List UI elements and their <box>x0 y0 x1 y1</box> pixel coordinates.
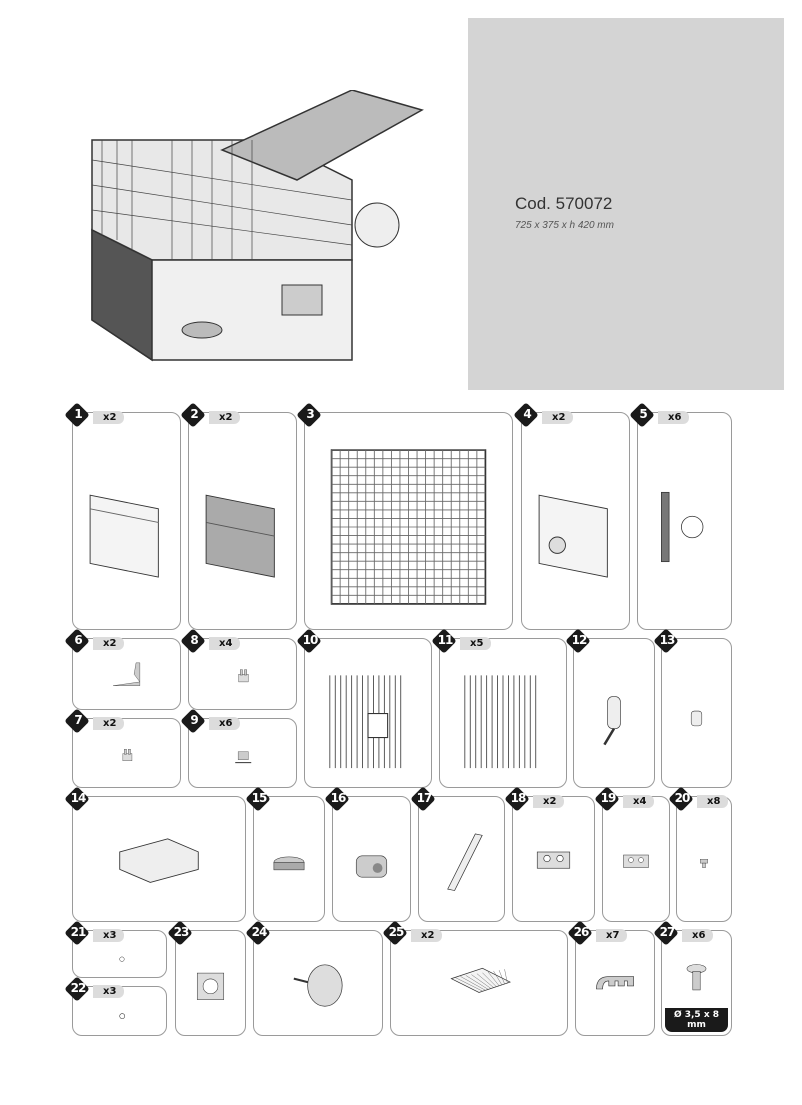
part-quantity: x2 <box>93 637 124 650</box>
part-quantity: x3 <box>93 929 124 942</box>
part-16-illustration <box>341 817 402 913</box>
product-dimensions: 725 x 375 x h 420 mm <box>515 220 614 231</box>
part-quantity: x6 <box>682 929 713 942</box>
part-number: 13 <box>659 633 675 647</box>
part-number: 15 <box>251 791 267 805</box>
part-number-badge <box>182 630 206 654</box>
part-8-illustration <box>197 659 288 701</box>
part-number: 11 <box>437 633 453 647</box>
part-quantity: x8 <box>697 795 728 808</box>
part-spec: Ø 3,5 x 8 mm <box>665 1008 728 1032</box>
part-number-badge <box>169 922 193 946</box>
part-10-illustration <box>313 659 423 779</box>
part-card-3 <box>304 407 513 630</box>
part-number-badge <box>655 922 679 946</box>
part-number-badge <box>596 788 620 812</box>
part-number-badge <box>66 630 90 654</box>
part-quantity: x2 <box>411 929 442 942</box>
part-20-illustration <box>685 817 723 913</box>
part-13-illustration <box>670 659 723 779</box>
part-5-illustration <box>646 433 723 621</box>
product-code: Cod. 570072 <box>515 194 613 213</box>
part-number-badge <box>66 404 90 428</box>
part-card-16 <box>330 791 411 922</box>
product-info-box <box>468 18 784 390</box>
part-number-badge <box>655 630 679 654</box>
part-9-illustration <box>197 739 288 779</box>
part-number: 6 <box>74 633 82 647</box>
part-number: 16 <box>330 791 346 805</box>
part-card-17 <box>416 791 505 922</box>
part-card-23 <box>173 925 246 1036</box>
part-14-illustration <box>81 817 237 913</box>
part-19-illustration <box>611 817 661 913</box>
part-number: 17 <box>416 791 432 805</box>
part-number: 19 <box>600 791 616 805</box>
part-number: 20 <box>674 791 690 805</box>
part-7-illustration <box>81 739 172 779</box>
part-card-6 <box>72 633 181 710</box>
part-number: 1 <box>74 407 82 421</box>
part-number-badge <box>515 404 539 428</box>
part-number: 22 <box>70 981 86 995</box>
part-number-badge <box>298 404 322 428</box>
part-number: 7 <box>74 713 82 727</box>
part-card-12 <box>571 633 655 788</box>
part-card-14 <box>70 791 246 922</box>
part-number-badge <box>567 630 591 654</box>
part-card-27 <box>659 925 732 1036</box>
part-card-15 <box>251 791 325 922</box>
part-number: 18 <box>510 791 526 805</box>
part-card-11 <box>437 633 567 788</box>
part-card-5 <box>637 407 732 630</box>
part-quantity: x4 <box>623 795 654 808</box>
part-card-18 <box>510 791 595 922</box>
part-number-badge <box>298 630 322 654</box>
part-25-illustration <box>399 951 559 1027</box>
part-quantity: x6 <box>658 411 689 424</box>
part-quantity: x3 <box>93 985 124 998</box>
part-card-7 <box>72 713 181 788</box>
part-number: 8 <box>190 633 198 647</box>
part-12-illustration <box>582 659 646 779</box>
part-number-badge <box>66 978 90 1002</box>
part-6-illustration <box>81 659 172 701</box>
part-card-25 <box>388 925 568 1036</box>
part-card-2 <box>188 407 297 630</box>
part-card-22 <box>70 981 167 1036</box>
part-number-badge <box>247 788 271 812</box>
part-18-illustration <box>521 817 586 913</box>
part-quantity: x2 <box>93 411 124 424</box>
part-3-illustration <box>313 433 504 621</box>
part-card-10 <box>302 633 432 788</box>
part-quantity: x2 <box>93 717 124 730</box>
part-card-26 <box>573 925 655 1036</box>
part-number-badge <box>326 788 350 812</box>
part-number-badge <box>631 404 655 428</box>
part-card-19 <box>600 791 670 922</box>
part-4-illustration <box>530 433 621 621</box>
part-number: 14 <box>70 791 86 805</box>
part-quantity: x4 <box>209 637 240 650</box>
part-number: 2 <box>190 407 198 421</box>
part-23-illustration <box>184 951 237 1027</box>
part-card-21 <box>70 925 167 978</box>
part-card-20 <box>674 791 732 922</box>
part-number-badge <box>66 788 90 812</box>
part-number-badge <box>384 922 408 946</box>
part-number: 10 <box>302 633 318 647</box>
part-27-illustration <box>670 951 723 1013</box>
part-number: 26 <box>573 925 589 939</box>
part-number: 5 <box>639 407 647 421</box>
part-number-badge <box>247 922 271 946</box>
part-number: 4 <box>523 407 531 421</box>
part-26-illustration <box>584 951 646 1027</box>
part-card-13 <box>659 633 732 788</box>
part-number-badge <box>66 922 90 946</box>
cage-illustration <box>72 90 432 380</box>
part-21-illustration <box>81 951 158 969</box>
part-number-badge <box>569 922 593 946</box>
part-card-8 <box>188 633 297 710</box>
part-1-illustration <box>81 433 172 621</box>
part-number: 24 <box>251 925 267 939</box>
part-number-badge <box>66 710 90 734</box>
part-quantity: x6 <box>209 717 240 730</box>
part-number-badge <box>182 710 206 734</box>
part-number: 3 <box>306 407 314 421</box>
part-number-badge <box>670 788 694 812</box>
part-2-illustration <box>197 433 288 621</box>
part-number: 27 <box>659 925 675 939</box>
part-number: 9 <box>190 713 198 727</box>
part-number-badge <box>506 788 530 812</box>
part-number: 12 <box>571 633 587 647</box>
part-card-1 <box>72 407 181 630</box>
part-card-24 <box>251 925 383 1036</box>
part-17-illustration <box>427 817 496 913</box>
part-number: 25 <box>388 925 404 939</box>
part-card-9 <box>188 713 297 788</box>
part-22-illustration <box>81 1007 158 1027</box>
part-number: 21 <box>70 925 86 939</box>
part-quantity: x5 <box>460 637 491 650</box>
part-quantity: x7 <box>596 929 627 942</box>
part-11-illustration <box>448 659 558 779</box>
part-quantity: x2 <box>533 795 564 808</box>
part-24-illustration <box>262 951 374 1027</box>
part-number: 23 <box>173 925 189 939</box>
part-quantity: x2 <box>542 411 573 424</box>
part-number-badge <box>412 788 436 812</box>
part-number-badge <box>182 404 206 428</box>
part-quantity: x2 <box>209 411 240 424</box>
part-card-4 <box>521 407 630 630</box>
part-15-illustration <box>262 817 316 913</box>
part-number-badge <box>433 630 457 654</box>
